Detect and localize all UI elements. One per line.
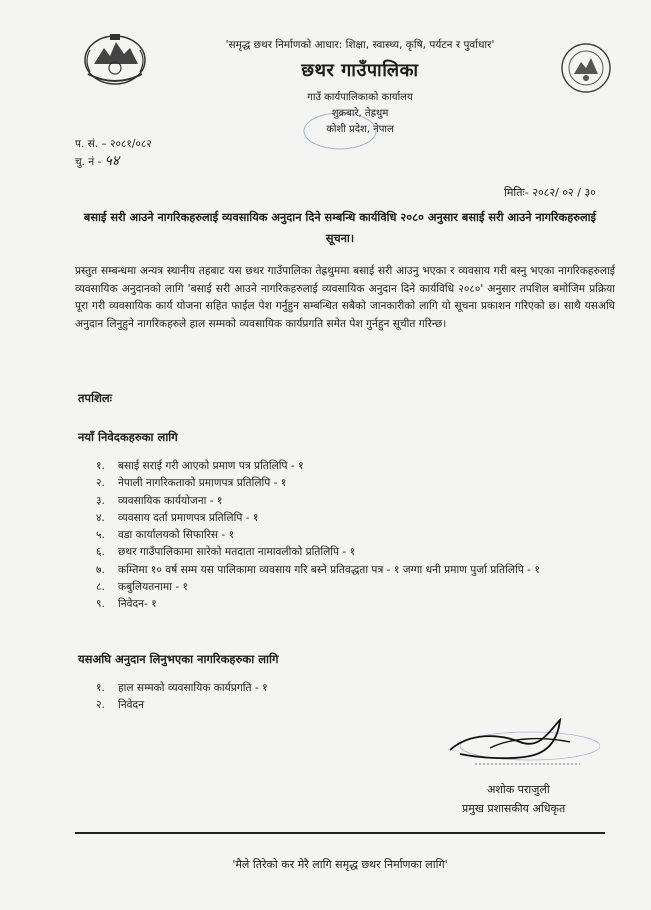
chalani-label: चु. नं -: [75, 156, 102, 168]
chalani-row: [75, 153, 152, 171]
chalani-number: ५४: [104, 153, 120, 169]
province-line: कोशी प्रदेश, नेपाल: [326, 124, 394, 135]
office-line: गाउँ कार्यपालिकाको कार्यालय: [307, 92, 413, 103]
list-item: ५. वडा कार्यालयको सिफारिस - १: [96, 529, 235, 542]
reference-numbers: [75, 136, 152, 171]
notice-subject: बसाई सरी आउने नागरिकहरुलाई व्यवसायिक अनुदान दिने सम्बन्धि कार्यविधि २०८० अनुसार बसाई सरी आउने नागरिकहरुलाई सूचना।: [83, 211, 597, 245]
list-item: ९. निवेदन- १: [96, 598, 157, 611]
signatory-title: प्रमुख प्रशासकीय अधिकृत: [462, 802, 566, 815]
patra-sankhya: प. सं. – २०८१/०८२: [75, 138, 152, 150]
header-motto: 'समृद्ध छथर निर्माणको आधार: शिक्षा, स्वास्थ्य, कृषि, पर्यटन र पुर्वाधार': [225, 39, 495, 51]
list-item: ४. व्यवसाय दर्ता प्रमाणपत्र प्रतिलिपि - १: [96, 511, 259, 524]
notice-date: मितिः- २०८२/ ०२ / ३०: [504, 186, 596, 199]
list-item: २. निवेदन: [96, 699, 145, 712]
list-item: १. हाल सम्मको व्यवसायिक कार्यप्रगति - १: [96, 682, 268, 694]
office-stamp-icon: [300, 110, 380, 152]
notice-body: प्रस्तुत सम्बन्धमा अन्यत्र स्थानीय तहबाट यस छथर गाउँपालिका तेह्रथुममा बसाई सरी आउनु भएका र व्यवसाय गरी बस्नु भएका नागरिकहरुलाई व्यवसायिक अनुदानको लागि 'बसाई सरी आउने नागरिकहरुलाई व्यवसायिक अनुदान दिने कार्यविधि २०८०' अनुसार तपशिल बमोजिम प्रक्रिया पूरा गरी व्यवसायिक कार्य योजना सहित फाईल पेश गर्नुहुन सम्बन्धित सबैको जानकारीको लागि यो सूचना प्रकाशन गरिएको छ। साथै यसअघि अनुदान लिनुहुने नागरिकहरुले हाल सम्मको व्यवसायिक कार्यप्रगति समेत पेश गुर्नहुन सूचीत गरिन्छ।: [75, 265, 615, 330]
signature-icon: [430, 712, 600, 772]
list-item: १. बसाई सराई गरी आएको प्रमाण पत्र प्रतिलिपि - १: [96, 460, 304, 472]
previous-recipients-list: [96, 680, 268, 715]
org-name: छथर गाउँपालिका: [301, 60, 419, 81]
footer-divider: [75, 832, 605, 834]
list-item: २. नेपाली नागरिकताको प्रमाणपत्र प्रतिलिपि - १: [96, 477, 287, 490]
signatory-name: अशोक पराजुली: [487, 783, 550, 796]
municipality-logo-icon: [560, 42, 612, 94]
list-item: ३. व्यवसायिक कार्ययोजना - १: [96, 494, 223, 507]
nepal-emblem-icon: [80, 30, 150, 88]
tapashil-label: तपशिलः: [78, 391, 113, 405]
list-item: ७. कम्तिमा १० वर्ष सम्म यस पालिकामा व्यवसाय गरि बस्ने प्रतिवद्धता पत्र - १ जग्गा धनी प्रमाण पुर्जा प्रतिलिपि - १: [96, 563, 540, 576]
list-item: ६. छथर गाउँपालिकामा सारेको मतदाता नामावलीको प्रतिलिपि - १: [96, 546, 356, 559]
list-item: ८. कबुलियतनामा - १: [96, 581, 189, 594]
location-line: शुक्रबारे, तेह्रथुम: [331, 108, 389, 119]
footer-slogan: 'मैले तिरेको कर मेरै लागि समृद्ध छथर निर्माणका लागि': [232, 858, 448, 871]
new-applicants-list: [96, 458, 540, 614]
previous-recipients-heading: यसअघि अनुदान लिनुभएका नागरिकहरुका लागि: [78, 652, 279, 666]
new-applicants-heading: नयाँ निवेदकहरुका लागि: [78, 430, 178, 444]
